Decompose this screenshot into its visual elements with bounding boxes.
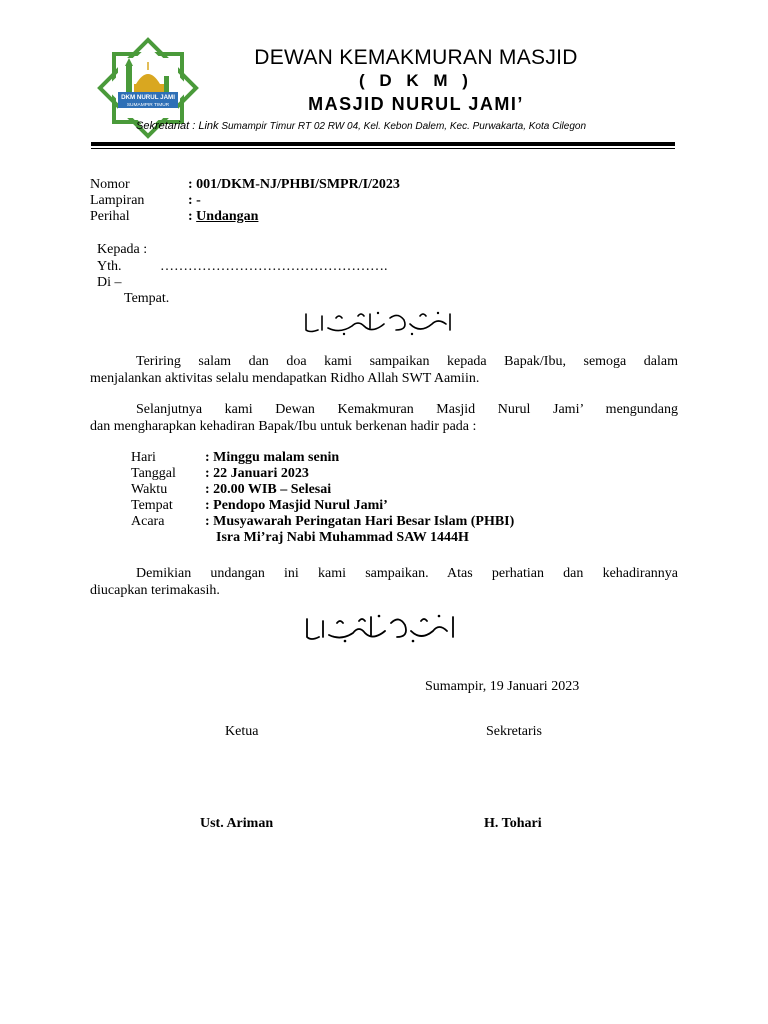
recipient-dots: ………………………………………….: [160, 259, 388, 274]
nomor-value: : 001/DKM-NJ/PHBI/SMPR/I/2023: [188, 177, 400, 192]
org-abbreviation: ( D K M ): [359, 71, 473, 90]
header-divider-thin: [91, 148, 675, 149]
wassalam-calligraphy-image: [303, 611, 461, 645]
waktu-label: Waktu: [131, 482, 168, 497]
hari-label: Hari: [131, 450, 156, 465]
sekretaris-title: Sekretaris: [486, 724, 542, 739]
tempat-detail-value: : Pendopo Masjid Nurul Jami’: [205, 498, 388, 513]
perihal-colon: :: [188, 209, 197, 224]
tanggal-label: Tanggal: [131, 466, 176, 481]
sekretaris-name: H. Tohari: [484, 816, 542, 831]
org-title: DEWAN KEMAKMURAN MASJID: [254, 46, 578, 69]
kepada-label: Kepada :: [97, 242, 148, 257]
address-label: Sekretariat : Link: [136, 120, 219, 132]
perihal-label: Perihal: [90, 209, 130, 224]
greeting-line-1: Teriring salam dan doa kami sampaikan kepada Bapak/Ibu, semoga dalam: [136, 354, 678, 369]
svg-text:DKM NURUL JAMI: DKM NURUL JAMI: [121, 94, 175, 101]
waktu-value: : 20.00 WIB – Selesai: [205, 482, 332, 497]
perihal-value: Undangan: [196, 209, 259, 224]
tempat-detail-label: Tempat: [131, 498, 173, 513]
greeting-line-2: menjalankan aktivitas selalu mendapatkan Ridho Allah SWT Aamiin.: [90, 371, 480, 386]
lampiran-label: Lampiran: [90, 193, 145, 208]
tanggal-value: : 22 Januari 2023: [205, 466, 309, 481]
invitation-line-2: dan mengharapkan kehadiran Bapak/Ibu untuk berkenan hadir pada :: [90, 419, 477, 434]
header-divider-thick: [91, 142, 675, 146]
ketua-title: Ketua: [225, 724, 259, 739]
acara-label: Acara: [131, 514, 165, 529]
tempat-label: Tempat.: [124, 291, 170, 306]
secretariat-address: [136, 120, 676, 132]
mosque-name: MASJID NURUL JAMI’: [308, 94, 524, 114]
di-label: Di –: [97, 275, 122, 290]
acara-value: : Musyawarah Peringatan Hari Besar Islam (PHBI): [205, 514, 515, 529]
paragraph-invitation: [90, 401, 678, 435]
place-date: Sumampir, 19 Januari 2023: [425, 679, 580, 694]
ketua-name: Ust. Ariman: [200, 816, 274, 831]
salam-calligraphy-image: [300, 308, 460, 338]
paragraph-closing: [90, 565, 678, 599]
lampiran-value: : -: [188, 193, 201, 208]
closing-line-1: Demikian undangan ini kami sampaikan. Atas perhatian dan kehadirannya: [136, 566, 678, 581]
svg-text:SUMAMPIR TIMUR: SUMAMPIR TIMUR: [126, 103, 170, 108]
paragraph-greeting: [90, 353, 678, 387]
yth-label: Yth.: [97, 259, 122, 274]
address-text: Sumampir Timur RT 02 RW 04, Kel. Kebon Dalem, Kec. Purwakarta, Kota Cilegon: [221, 121, 587, 132]
invitation-line-1: Selanjutnya kami Dewan Kemakmuran Masjid Nurul Jami’ mengundang: [136, 402, 678, 417]
closing-line-2: diucapkan terimakasih.: [90, 583, 220, 598]
nomor-label: Nomor: [90, 177, 130, 192]
perihal-value-wrap: [188, 209, 258, 225]
hari-value: : Minggu malam senin: [205, 450, 340, 465]
acara-value-continued: Isra Mi’raj Nabi Muhammad SAW 1444H: [216, 530, 469, 545]
